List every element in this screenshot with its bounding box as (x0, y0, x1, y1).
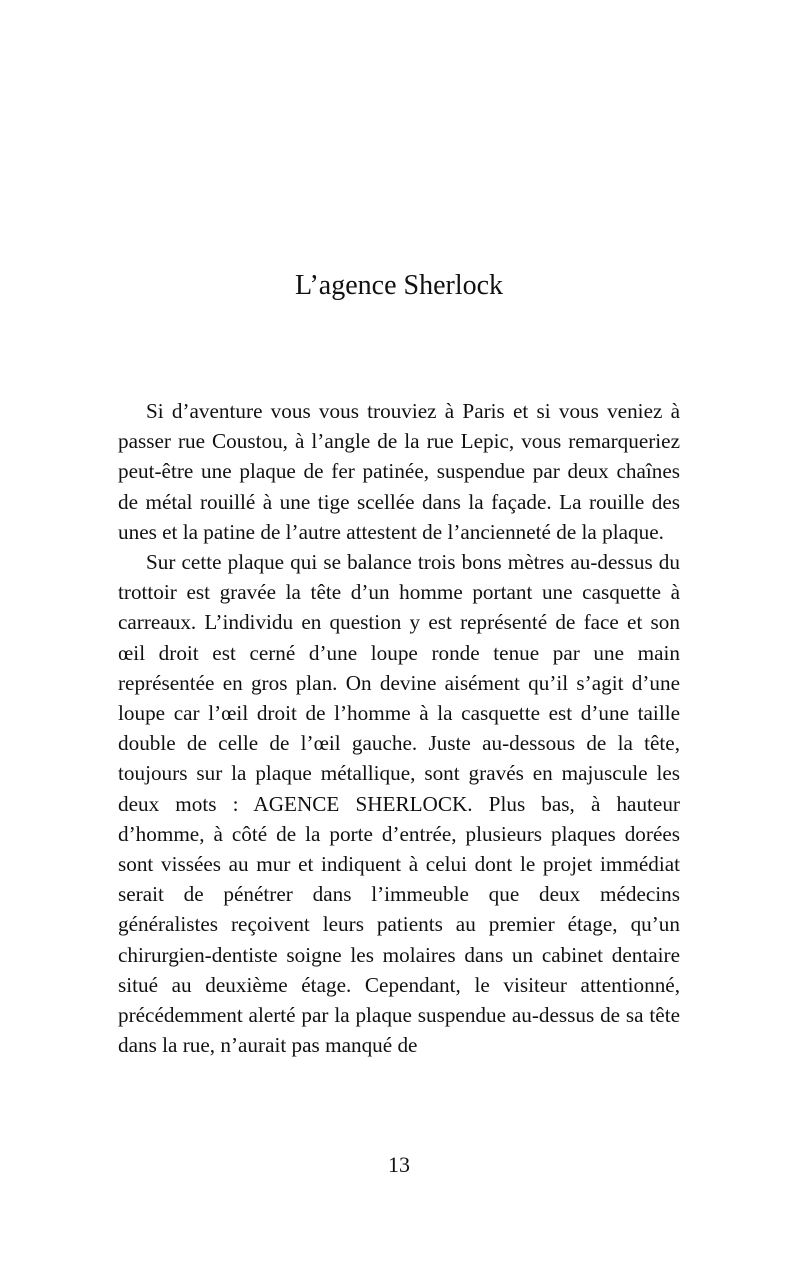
chapter-title: L’agence Sherlock (294, 270, 504, 301)
paragraph-2: Sur cette plaque qui se balance trois bons mètres au-dessus du trottoir est gravée la tête d’un homme portant une casquette à carreaux. L’individu en question y est représenté de face et son œil droit est cerné d’une loupe ronde tenue par une main représentée en gros plan. On devine aisément qu’il s’agit d’une loupe car l’œil droit de l’homme à la casquette est d’une taille double de celle de l’œil gauche. Juste au-dessous de la tête, toujours sur la plaque métallique, sont gravés en majuscule les deux mots : AGENCE SHERLOCK. Plus bas, à hauteur d’homme, à côté de la porte d’entrée, plusieurs plaques dorées sont vissées au mur et indiquent à celui dont le projet immédiat serait de pénétrer dans l’immeuble que deux médecins généralistes reçoivent leurs patients au premier étage, qu’un chirurgien-dentiste soigne les molaires dans un cabinet dentaire situé au deuxième étage. Cependant, le visiteur attentionné, précédemment alerté par la plaque suspendue au-dessus de sa tête dans la rue, n’aurait pas manqué de (118, 550, 680, 1058)
paragraph-1: Si d’aventure vous vous trouviez à Paris et si vous veniez à passer rue Coustou, à l’angle de la rue Lepic, vous remarqueriez peut-être une plaque de fer patinée, suspendue par deux chaînes de métal rouillé à une tige scellée dans la façade. La rouille des unes et la patine de l’autre attestent de l’ancienneté de la plaque. (118, 399, 680, 544)
body-text (118, 396, 680, 1060)
page-number: 13 (388, 1152, 410, 1177)
